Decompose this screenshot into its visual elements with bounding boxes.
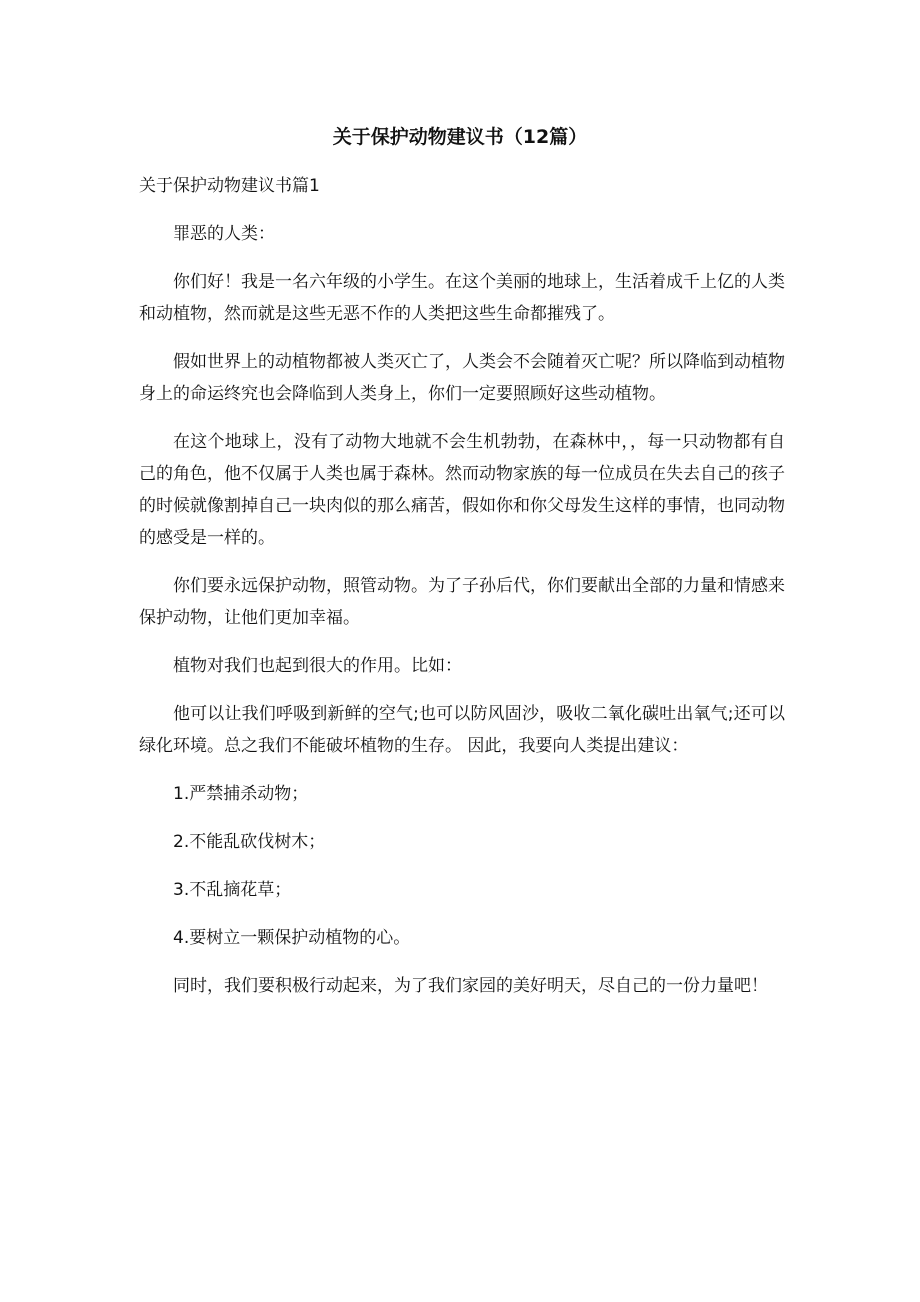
closing-paragraph: 同时，我们要积极行动起来，为了我们家园的美好明天，尽自己的一份力量吧！ [173, 976, 768, 996]
list-item: 2.不能乱砍伐树木； [173, 832, 326, 852]
paragraph: 在这个地球上，没有了动物大地就不会生机勃勃，在森林中，，每一只动物都有自己的角色，他不仅属于人类也属于森林。然而动物家族的每一位成员在失去自己的孩子的时候就像割掉自己一块肉似的那么痛苦，假如你和你父母发生这样的事情，也同动物的感受是一样的。 [139, 432, 785, 548]
list-item: 1.严禁捕杀动物； [173, 784, 309, 804]
paragraph: 植物对我们也起到很大的作用。比如： [173, 656, 462, 676]
paragraph: 你们好！我是一名六年级的小学生。在这个美丽的地球上，生活着成千上亿的人类和动植物，然而就是这些无恶不作的人类把这些生命都摧残了。 [139, 272, 785, 324]
section-heading: 关于保护动物建议书篇1 [139, 176, 320, 196]
paragraph: 假如世界上的动植物都被人类灭亡了，人类会不会随着灭亡呢？所以降临到动植物身上的命运终究也会降临到人类身上，你们一定要照顾好这些动植物。 [139, 352, 785, 404]
paragraph: 你们要永远保护动物，照管动物。为了子孙后代，你们要献出全部的力量和情感来保护动物，让他们更加幸福。 [139, 576, 785, 628]
list-item: 4.要树立一颗保护动植物的心。 [173, 928, 411, 948]
salutation: 罪恶的人类： [173, 224, 275, 244]
paragraph: 他可以让我们呼吸到新鲜的空气;也可以防风固沙，吸收二氧化碳吐出氧气;还可以绿化环境。总之我们不能破坏植物的生存。 因此，我要向人类提出建议： [139, 704, 785, 756]
document-body [139, 170, 785, 1018]
list-item: 3.不乱摘花草； [173, 880, 292, 900]
document-title: 关于保护动物建议书（12篇） [332, 126, 588, 148]
